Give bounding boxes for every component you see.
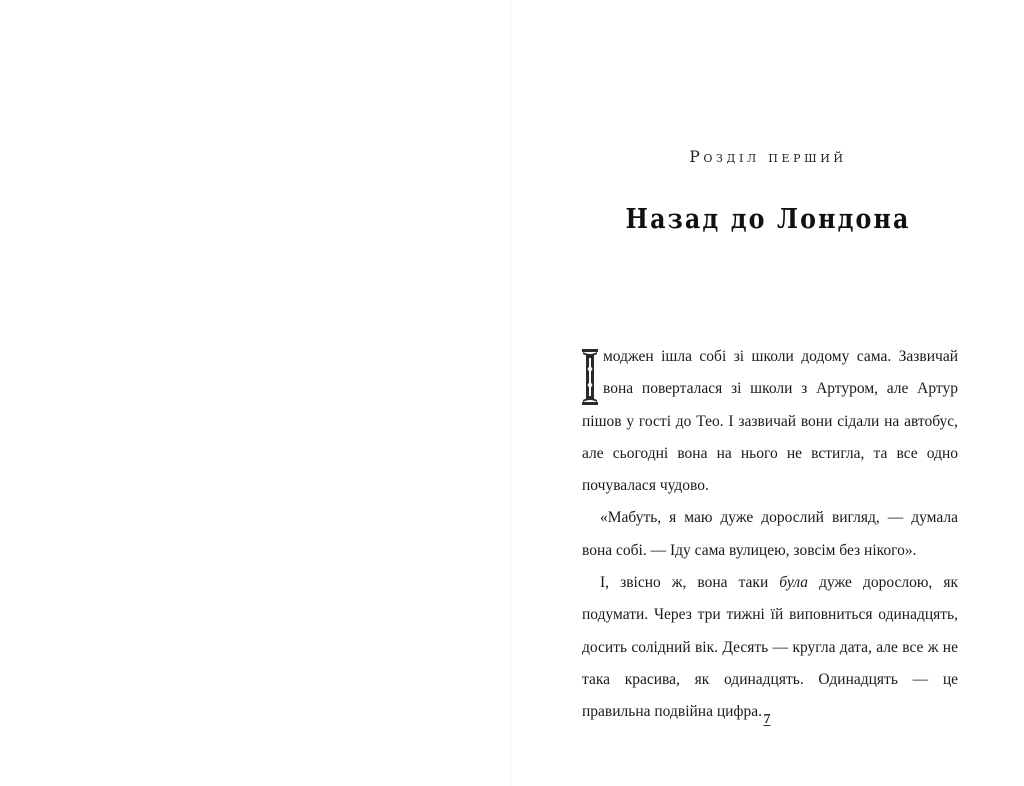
paragraph-3-emphasis: була — [779, 574, 809, 592]
right-page — [512, 0, 1024, 786]
paragraph-2: «Мабуть, я маю дуже дорослий вигляд, — думала вона собі. — Іду сама вулицею, зовсім без нікого». — [582, 509, 958, 559]
chapter-body-text — [582, 341, 958, 729]
chapter-label: Розділ перший — [689, 148, 847, 166]
paragraph-1-text: моджен ішла собі зі школи додому сама. Зазвичай вона поверталася зі школи з Артуром, але Артур пішов у гості до Тео. І зазвичай вони сідали на автобус, але сьогодні вона на нього не встигла, та все одно почувалася чудово. — [582, 348, 958, 495]
paragraph-3-end: дуже дорослою, як подумати. Через три тижні їй виповниться одинадцять, досить солідний вік. Десять — кругла дата, але все ж не така красива, як одинадцять. Одинадцять — це правильна подвійна цифра. — [582, 574, 958, 721]
chapter-title: Назад до Лондона — [625, 204, 911, 235]
paragraph-3 — [582, 567, 958, 728]
paragraph-3-start: І, звісно ж, вона таки — [600, 574, 780, 592]
dropcap-letter-icon — [582, 349, 598, 405]
paragraph-1 — [582, 341, 958, 502]
page-number: 7 — [763, 712, 771, 727]
